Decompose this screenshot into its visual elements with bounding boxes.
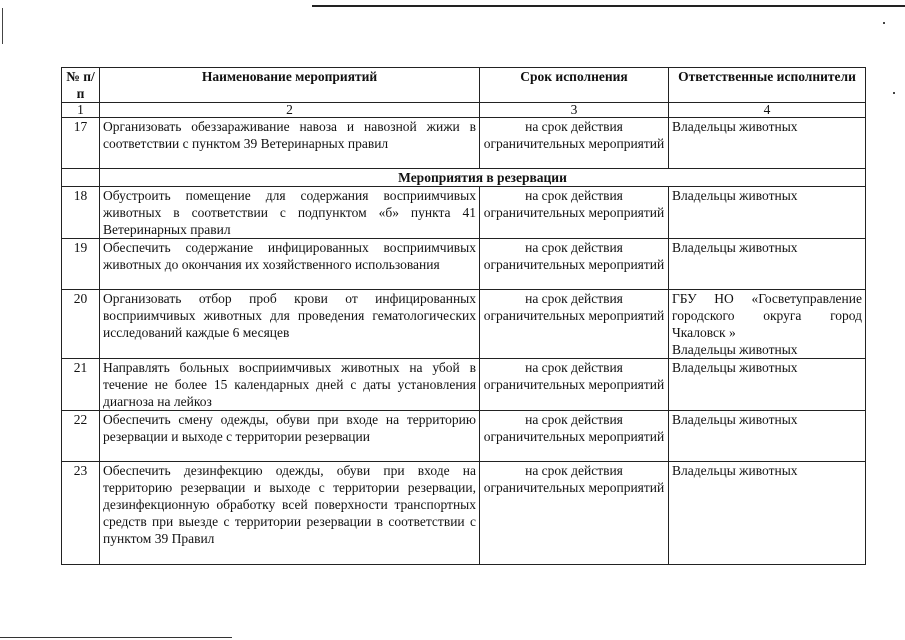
row-number: 21 [62,359,100,411]
column-number: 4 [669,103,866,118]
scan-artifact-left-mark [2,8,3,44]
measure-term: на срок действия ограничительных мероприятий [480,290,669,359]
responsible-org: ГБУ НО «Госветуправление городского округа город Чкаловск » [672,291,862,340]
column-number: 2 [100,103,480,118]
header-name: Наименование мероприятий [100,68,480,103]
column-number: 1 [62,103,100,118]
measure-term: на срок действия ограничительных мероприятий [480,187,669,239]
responsible-owners: Владельцы животных [672,342,798,357]
measure-term: на срок действия ограничительных мероприятий [480,118,669,169]
measure-name: Направлять больных восприимчивых животных на убой в течение не более 15 календарных дней с даты установления диагноза на лейкоз [100,359,480,411]
table-row [62,411,866,462]
column-number-row [62,103,866,118]
measure-term: на срок действия ограничительных мероприятий [480,359,669,411]
row-number: 18 [62,187,100,239]
table-row [62,359,866,411]
table-row [62,462,866,565]
row-number: 20 [62,290,100,359]
column-number: 3 [480,103,669,118]
scan-artifact-dot [883,22,885,24]
measure-responsible: Владельцы животных [669,359,866,411]
section-row [62,169,866,187]
row-number: 23 [62,462,100,565]
measure-name: Обустроить помещение для содержания восприимчивых животных в соответствии с подпунктом «б» пункта 41 Ветеринарных правил [100,187,480,239]
table-header-row [62,68,866,103]
measure-term: на срок действия ограничительных мероприятий [480,411,669,462]
row-number: 22 [62,411,100,462]
measure-name: Обеспечить смену одежды, обуви при входе на территорию резервации и выходе с территории резервации [100,411,480,462]
measure-name: Обеспечить дезинфекцию одежды, обуви при входе на территорию резервации и выходе с территории резервации, дезинфекционную обработку всей поверхности транспортных средств при выезде с территории резервации в соответствии с пунктом 39 Правил [100,462,480,565]
header-num: № п/п [62,68,100,103]
measures-table [61,67,866,565]
header-responsible: Ответственные исполнители [669,68,866,103]
measure-name: Организовать обеззараживание навоза и навозной жижи в соответствии с пунктом 39 Ветеринарных правил [100,118,480,169]
measure-name: Обеспечить содержание инфицированных восприимчивых животных до окончания их хозяйственного использования [100,239,480,290]
measure-responsible: Владельцы животных [669,462,866,565]
table-row [62,118,866,169]
measure-responsible: Владельцы животных [669,411,866,462]
measure-responsible: Владельцы животных [669,118,866,169]
measure-responsible: Владельцы животных [669,187,866,239]
measure-responsible: Владельцы животных [669,239,866,290]
table-row [62,290,866,359]
measure-term: на срок действия ограничительных мероприятий [480,462,669,565]
scan-artifact-dot [893,92,895,94]
measure-name: Организовать отбор проб крови от инфицированных восприимчивых животных для проведения гематологических исследований каждые 6 месяцев [100,290,480,359]
header-term: Срок исполнения [480,68,669,103]
row-number: 19 [62,239,100,290]
measure-term: на срок действия ограничительных мероприятий [480,239,669,290]
row-number: 17 [62,118,100,169]
scan-artifact-bottom-line [0,637,232,638]
measure-responsible [669,290,866,359]
table-row [62,187,866,239]
section-title: Мероприятия в резервации [100,169,866,187]
table-row [62,239,866,290]
scan-artifact-top-line [312,5,905,7]
